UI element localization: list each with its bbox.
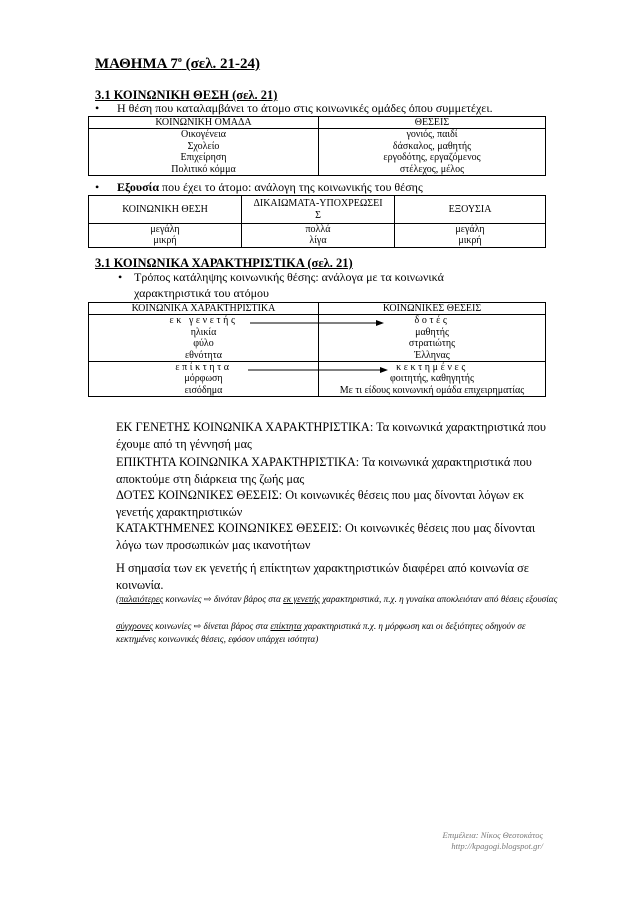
paragraph-achieved-positions: ΚΑΤΑΚΤΗΜΕΝΕΣ ΚΟΙΝΩΝΙΚΕΣ ΘΕΣΕΙΣ: Οι κοινωνικές θέσεις που μας δίνονται λόγω των προσωπικών μας ικανοτήτων [116, 521, 536, 552]
cell-line: μικρή [458, 235, 482, 247]
arrow-right-icon: ⇨ [193, 621, 202, 631]
cell-line: μεγάλη [455, 224, 485, 235]
footer-credits [443, 830, 544, 852]
list-item: Έλληνας [414, 349, 450, 361]
paragraph-acquired-characteristics: ΕΠΙΚΤΗΤΑ ΚΟΙΝΩΝΙΚΑ ΧΑΡΑΚΤΗΡΙΣΤΙΚΑ: Τα κοινωνικά χαρακτηριστικά που αποκτούμε στη διάρκεια της ζωής μας [116, 455, 532, 486]
footer-link[interactable]: http://kpagogi.blogspot.gr/ [451, 841, 543, 851]
title-text: ΜΑΘΗΜΑ 7 [95, 56, 178, 72]
group-item: Σχολείο [187, 140, 220, 152]
arrow-innate-to-ascribed-icon [250, 320, 384, 326]
bullet-bold-term: Εξουσία [117, 180, 160, 194]
bullet-text-line1: Τρόπος κατάληψης κοινωνικής θέσης: ανάλογα με τα κοινωνικά [134, 270, 444, 284]
paragraph-importance: Η σημασία των εκ γενετής ή επίκτητων χαρακτηριστικών διαφέρει από κοινωνία σε κοινωνία. [116, 561, 529, 592]
title-pages: (σελ. 21-24) [181, 56, 261, 72]
bullet-dot-icon: • [95, 101, 100, 115]
table-header-characteristics: ΚΟΙΝΩΝΙΚΑ ΧΑΡΑΚΤΗΡΙΣΤΙΚΑ [89, 303, 319, 315]
cell-line: μικρή [153, 235, 177, 247]
note-text: δινόταν βάρος στα [211, 594, 284, 604]
list-item: στρατιώτης [408, 338, 456, 350]
category-ascribed: δοτές [414, 315, 450, 327]
note-underlined-term: παλαιότερες [119, 594, 164, 604]
table-header-authority: ΕΞΟΥΣΙΑ [395, 196, 546, 224]
paragraph-ascribed-positions: ΔΟΤΕΣ ΚΟΙΝΩΝΙΚΕΣ ΘΕΣΕΙΣ: Οι κοινωνικές θέσεις που μας δίνονται λόγων εκ γενετής χαρακτηριστικών [116, 488, 525, 519]
note-text: κοινωνίες [152, 621, 194, 631]
position-item: γονιός, παιδί [406, 129, 458, 141]
category-achieved: κεκτημένες [396, 362, 468, 374]
cell-line: μεγάλη [150, 224, 180, 235]
category-acquired: επίκτητα [175, 362, 232, 374]
category-innate: εκ γενετής [169, 315, 238, 327]
position-item: εργοδότης, εργαζόμενος [383, 152, 481, 164]
section-heading-social-position: 3.1 ΚΟΙΝΩΝΙΚΗ ΘΕΣΗ (σελ. 21) [95, 88, 278, 102]
list-item: φοιτητής, καθηγητής [390, 373, 474, 385]
note-text: ( [116, 594, 120, 604]
cell-line: λίγα [309, 235, 327, 247]
note-underlined-term: εκ γενετής [283, 594, 321, 604]
table-header-group: ΚΟΙΝΩΝΙΚΗ ΟΜΑΔΑ [89, 117, 319, 129]
bullet-text-line2: χαρακτηριστικά του ατόμου [134, 286, 269, 300]
list-item: φύλο [193, 338, 214, 350]
list-item: εισόδημα [184, 384, 223, 396]
bullet-dot-icon: • [118, 270, 123, 284]
title-superscript: ο [177, 55, 182, 64]
note-text: χαρακτηριστικά π.χ. η μόρφωση και οι δεξιότητες οδηγούν σε κεκτημένες κοινωνικές θέσεις, εφόσον υπάρχει ισότητα) [116, 621, 526, 644]
table-header-position: ΚΟΙΝΩΝΙΚΗ ΘΕΣΗ [89, 196, 242, 224]
bullet-text: που έχει το άτομο: ανάλογη της κοινωνικής του θέσης [159, 180, 423, 194]
table-header-positions: ΘΕΣΕΙΣ [319, 117, 546, 129]
note-text: δίνεται βάρος στα [201, 621, 271, 631]
header-line: ΔΙΚΑΙΩΜΑΤΑ-ΥΠΟΧΡΕΩΣΕΙ [253, 198, 383, 210]
note-older-societies [116, 593, 566, 606]
arrow-acquired-to-achieved-icon [248, 367, 388, 373]
bullet-dot-icon: • [95, 180, 100, 194]
section-heading-social-characteristics: 3.1 ΚΟΙΝΩΝΙΚΑ ΧΑΡΑΚΤΗΡΙΣΤΙΚΑ (σελ. 21) [95, 256, 353, 270]
note-text: κοινωνίες [163, 594, 204, 604]
list-item: μόρφωση [184, 373, 223, 385]
position-item: στέλεχος, μέλος [399, 163, 465, 175]
group-item: Οικογένεια [181, 129, 226, 141]
group-item: Πολιτικό κόμμα [171, 163, 236, 175]
footer-author: Επιμέλεια: Νίκος Θεοτοκάτος [442, 830, 543, 840]
note-underlined-term: σύγχρονες [116, 621, 153, 631]
note-underlined-term: επίκτητα [270, 621, 302, 631]
note-modern-societies [116, 620, 566, 646]
header-line: Σ [315, 209, 321, 221]
note-text: χαρακτηριστικά, π.χ. η γυναίκα αποκλειόταν από θέσεις εξουσίας [320, 594, 558, 604]
list-item: Με τι είδους κοινωνική ομάδα επιχειρηματίας [339, 384, 525, 396]
group-item: Επιχείρηση [180, 152, 227, 164]
position-item: δάσκαλος, μαθητής [392, 140, 472, 152]
table-header-social-positions: ΚΟΙΝΩΝΙΚΕΣ ΘΕΣΕΙΣ [319, 303, 546, 315]
paragraph-innate-characteristics: ΕΚ ΓΕΝΕΤΗΣ ΚΟΙΝΩΝΙΚΑ ΧΑΡΑΚΤΗΡΙΣΤΙΚΑ: Τα κοινωνικά χαρακτηριστικά που έχουμε από τη γέννησή μας [116, 420, 546, 451]
list-item: μαθητής [415, 326, 449, 338]
list-item: ηλικία [190, 326, 217, 338]
arrow-right-icon: ⇨ [203, 594, 212, 604]
cell-line: πολλά [305, 224, 331, 235]
bullet-text: Η θέση που καταλαμβάνει το άτομο στις κοινωνικές ομάδες όπου συμμετέχει. [117, 101, 493, 115]
list-item: εθνότητα [184, 349, 223, 361]
